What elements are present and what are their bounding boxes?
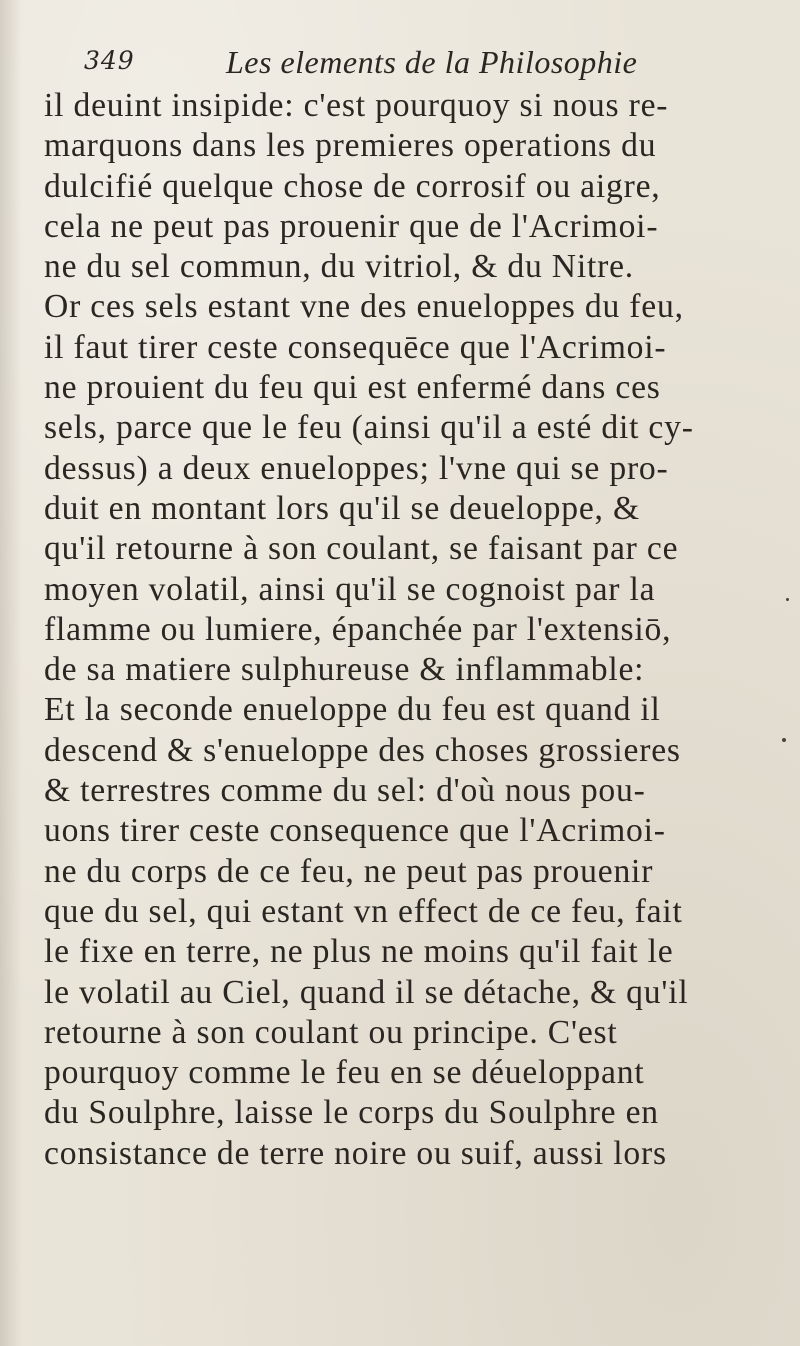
text-line: duit en montant lors qu'il se deueloppe, & <box>44 489 640 527</box>
text-line: ne du corps de ce feu, ne peut pas prouenir <box>44 852 654 890</box>
ink-speck <box>782 738 786 742</box>
text-line: cela ne peut pas prouenir que de l'Acrimoi- <box>44 207 659 245</box>
text-line: il deuint insipide: c'est pourquoy si nous re- <box>44 87 669 124</box>
text-line: retourne à son coulant ou principe. C'est <box>44 1013 618 1051</box>
text-line: Et la seconde enueloppe du feu est quand il <box>44 691 661 729</box>
gutter-shadow <box>0 0 22 1346</box>
text-line: marquons dans les premieres operations du <box>44 127 657 165</box>
text-line: le volatil au Ciel, quand il se détache, & qu'il <box>44 973 689 1011</box>
text-line: de sa matiere sulphureuse & inflammable: <box>44 651 645 689</box>
text-line: du Soulphre, laisse le corps du Soulphre en <box>44 1094 659 1132</box>
text-line: moyen volatil, ainsi qu'il se cognoist par la <box>44 570 656 608</box>
running-title: Les elements de la Philosophie <box>226 44 638 80</box>
text-line: consistance de terre noire ou suif, aussi lors <box>44 1134 667 1172</box>
ink-speck <box>786 598 789 601</box>
text-line: il faut tirer ceste consequēce que l'Acrimoi- <box>44 328 667 366</box>
text-line: dessus) a deux enueloppes; l'vne qui se pro- <box>44 449 669 487</box>
text-line: pourquoy comme le feu en se déueloppant <box>44 1054 645 1092</box>
text-line: dulcifié quelque chose de corrosif ou aigre, <box>44 167 661 205</box>
text-line: flamme ou lumiere, épanchée par l'extensiō, <box>44 610 672 648</box>
text-line: uons tirer ceste consequence que l'Acrimoi- <box>44 812 666 850</box>
page-header <box>52 40 772 82</box>
page-number: 349 <box>84 46 135 75</box>
text-line: qu'il retourne à son coulant, se faisant par ce <box>44 530 679 568</box>
body-text <box>44 86 772 1174</box>
text-line: Or ces sels estant vne des enueloppes du feu, <box>44 288 684 326</box>
text-line: le fixe en terre, ne plus ne moins qu'il fait le <box>44 933 674 971</box>
text-line: sels, parce que le feu (ainsi qu'il a esté dit cy- <box>44 409 694 447</box>
text-line: que du sel, qui estant vn effect de ce feu, fait <box>44 892 683 930</box>
text-line: descend & s'enueloppe des choses grossieres <box>44 731 681 769</box>
text-line: ne prouient du feu qui est enfermé dans ces <box>44 369 661 407</box>
text-line: & terrestres comme du sel: d'où nous pou- <box>44 772 646 810</box>
text-line: ne du sel commun, du vitriol, & du Nitre. <box>44 248 635 286</box>
